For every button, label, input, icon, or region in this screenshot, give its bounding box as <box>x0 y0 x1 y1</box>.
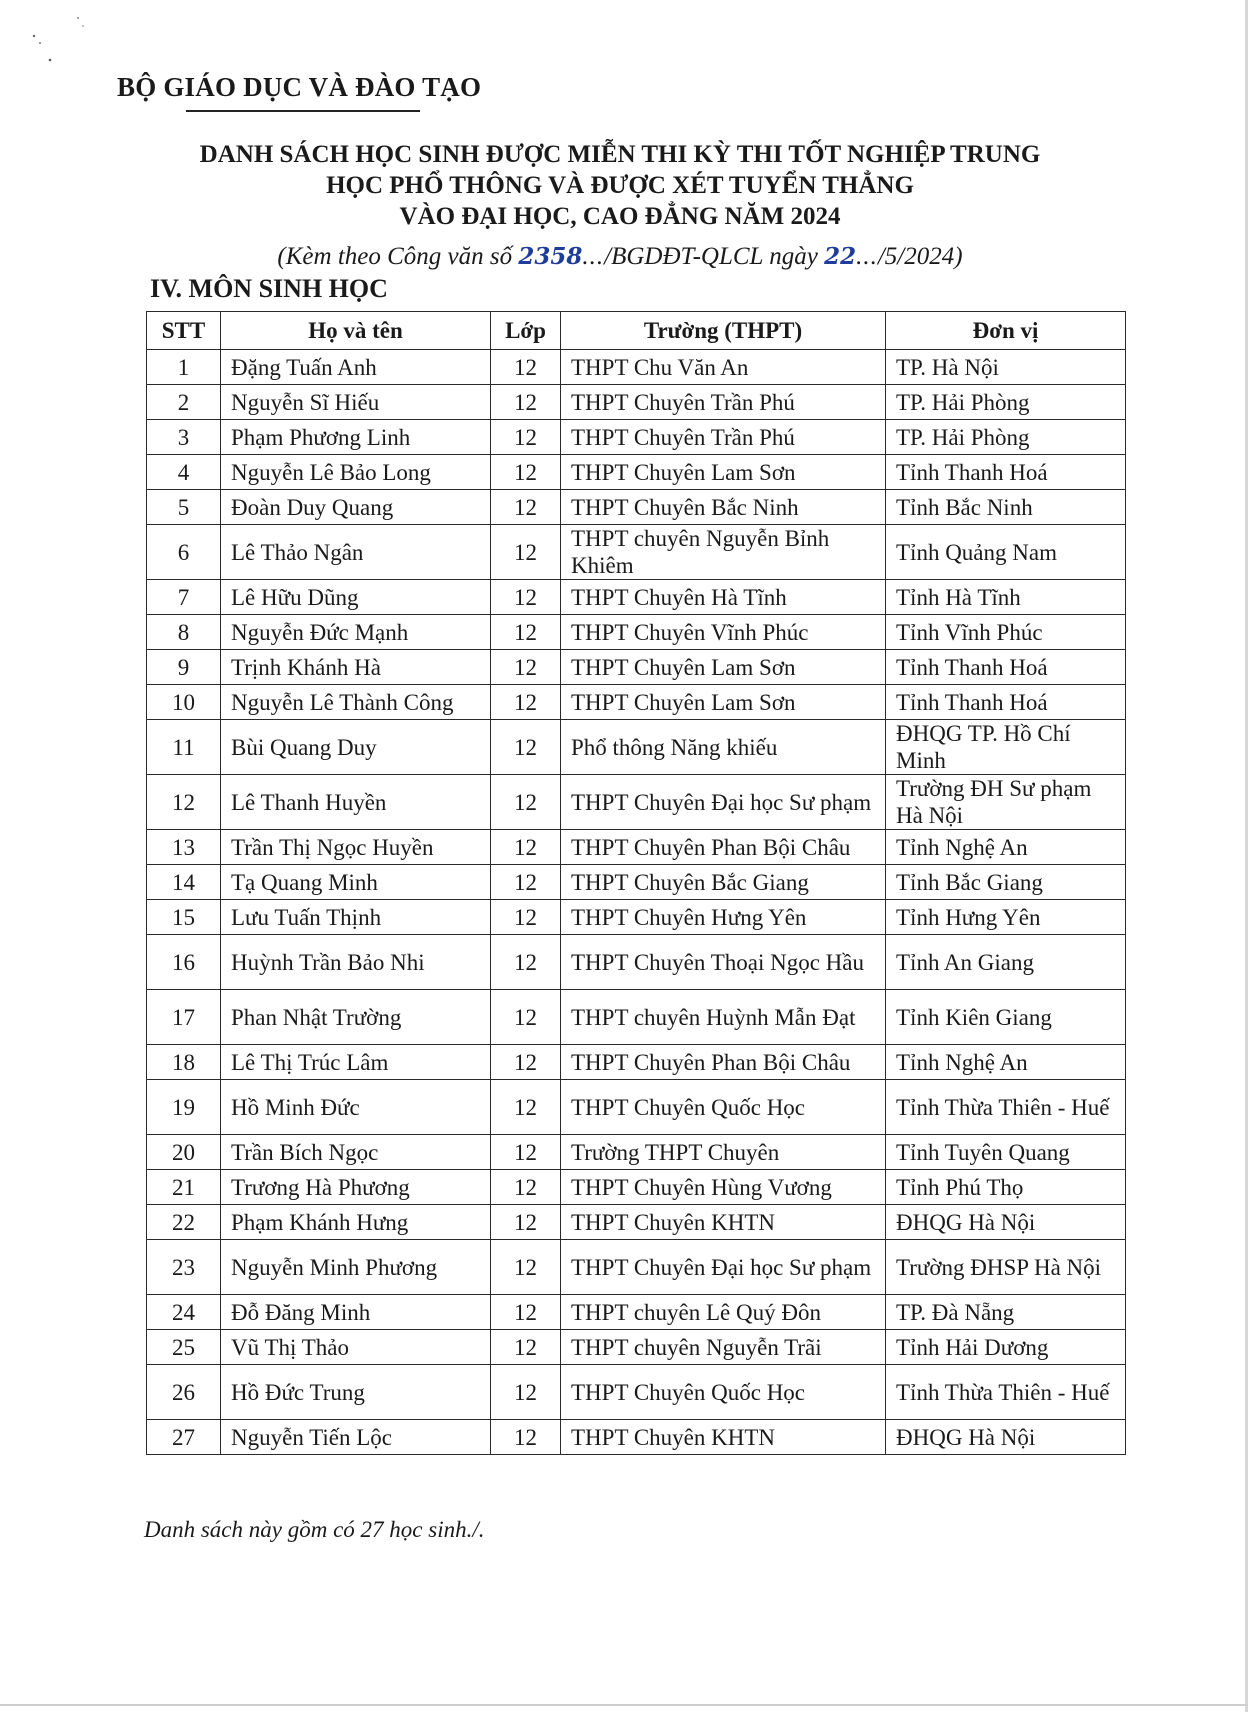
cell-grade: 12 <box>491 720 561 775</box>
cell-school: THPT Chuyên Phan Bội Châu <box>561 830 886 865</box>
cell-name: Nguyễn Đức Mạnh <box>221 615 491 650</box>
cell-unit: TP. Hải Phòng <box>886 420 1126 455</box>
cell-unit: Tỉnh Quảng Nam <box>886 525 1126 580</box>
cell-grade: 12 <box>491 1365 561 1420</box>
cell-school: THPT chuyên Nguyễn Trãi <box>561 1330 886 1365</box>
table-row <box>147 1420 1126 1455</box>
cell-name: Lưu Tuấn Thịnh <box>221 900 491 935</box>
cell-school: THPT chuyên Huỳnh Mẫn Đạt <box>561 990 886 1045</box>
handwritten-doc-day: 22 <box>824 243 857 270</box>
cell-unit: Tỉnh An Giang <box>886 935 1126 990</box>
cell-grade: 12 <box>491 1240 561 1295</box>
table-row <box>147 1365 1126 1420</box>
cell-name: Đoàn Duy Quang <box>221 490 491 525</box>
title-line-1: DANH SÁCH HỌC SINH ĐƯỢC MIỄN THI KỲ THI TỐT NGHIỆP TRUNG <box>199 141 1041 168</box>
cell-unit: Tỉnh Vĩnh Phúc <box>886 615 1126 650</box>
cell-school: THPT Chuyên Đại học Sư phạm <box>561 775 886 830</box>
cell-name: Trần Bích Ngọc <box>221 1135 491 1170</box>
cell-name: Phạm Phương Linh <box>221 420 491 455</box>
cell-grade: 12 <box>491 1330 561 1365</box>
cell-stt: 13 <box>147 830 221 865</box>
cell-grade: 12 <box>491 385 561 420</box>
cell-school: Phổ thông Năng khiếu <box>561 720 886 775</box>
col-header-name: Họ và tên <box>221 312 491 350</box>
table-row <box>147 900 1126 935</box>
cell-school: THPT Chuyên Vĩnh Phúc <box>561 615 886 650</box>
table-row <box>147 615 1126 650</box>
cell-name: Nguyễn Minh Phương <box>221 1240 491 1295</box>
table-row <box>147 525 1126 580</box>
cell-stt: 6 <box>147 525 221 580</box>
section-title: IV. MÔN SINH HỌC <box>150 274 388 303</box>
table-row <box>147 350 1126 385</box>
cell-stt: 23 <box>147 1240 221 1295</box>
title-line-3: VÀO ĐẠI HỌC, CAO ĐẲNG NĂM 2024 <box>399 203 841 230</box>
page-bottom-edge <box>0 1704 1248 1706</box>
cell-unit: Tỉnh Bắc Ninh <box>886 490 1126 525</box>
table-row <box>147 1045 1126 1080</box>
cell-stt: 25 <box>147 1330 221 1365</box>
cell-unit: TP. Hà Nội <box>886 350 1126 385</box>
cell-name: Lê Thảo Ngân <box>221 525 491 580</box>
cell-stt: 10 <box>147 685 221 720</box>
table-row <box>147 455 1126 490</box>
cell-unit: Tỉnh Kiên Giang <box>886 990 1126 1045</box>
table-row <box>147 385 1126 420</box>
cell-stt: 1 <box>147 350 221 385</box>
cell-unit: Tỉnh Hải Dương <box>886 1330 1126 1365</box>
cell-stt: 15 <box>147 900 221 935</box>
cell-stt: 16 <box>147 935 221 990</box>
cell-stt: 21 <box>147 1170 221 1205</box>
cell-stt: 17 <box>147 990 221 1045</box>
cell-grade: 12 <box>491 1170 561 1205</box>
cell-grade: 12 <box>491 900 561 935</box>
cell-unit: ĐHQG Hà Nội <box>886 1205 1126 1240</box>
cell-school: THPT Chuyên KHTN <box>561 1205 886 1240</box>
table-row <box>147 865 1126 900</box>
cell-school: THPT Chuyên Quốc Học <box>561 1365 886 1420</box>
cell-school: THPT Chuyên Lam Sơn <box>561 455 886 490</box>
table-body <box>147 350 1126 1455</box>
cell-name: Trần Thị Ngọc Huyền <box>221 830 491 865</box>
cell-stt: 22 <box>147 1205 221 1240</box>
subtitle-dots-1: ... <box>582 243 605 270</box>
cell-stt: 18 <box>147 1045 221 1080</box>
cell-name: Lê Thanh Huyền <box>221 775 491 830</box>
cell-unit: ĐHQG Hà Nội <box>886 1420 1126 1455</box>
col-header-stt: STT <box>147 312 221 350</box>
cell-grade: 12 <box>491 685 561 720</box>
cell-unit: TP. Đà Nẵng <box>886 1295 1126 1330</box>
cell-stt: 8 <box>147 615 221 650</box>
table-row <box>147 685 1126 720</box>
cell-grade: 12 <box>491 935 561 990</box>
cell-unit: ĐHQG TP. Hồ Chí Minh <box>886 720 1126 775</box>
cell-stt: 7 <box>147 580 221 615</box>
cell-school: Trường THPT Chuyên <box>561 1135 886 1170</box>
cell-school: THPT Chuyên Trần Phú <box>561 385 886 420</box>
cell-unit: Tỉnh Hưng Yên <box>886 900 1126 935</box>
cell-school: THPT Chuyên Trần Phú <box>561 420 886 455</box>
cell-grade: 12 <box>491 615 561 650</box>
cell-school: THPT Chuyên Đại học Sư phạm <box>561 1240 886 1295</box>
table-row <box>147 935 1126 990</box>
cell-school: THPT chuyên Nguyễn Bỉnh Khiêm <box>561 525 886 580</box>
table-row <box>147 1295 1126 1330</box>
cell-grade: 12 <box>491 650 561 685</box>
cell-unit: Tỉnh Thanh Hoá <box>886 650 1126 685</box>
cell-school: THPT chuyên Lê Quý Đôn <box>561 1295 886 1330</box>
cell-unit: Tỉnh Hà Tĩnh <box>886 580 1126 615</box>
cell-name: Phan Nhật Trường <box>221 990 491 1045</box>
cell-grade: 12 <box>491 1135 561 1170</box>
title-line-2: HỌC PHỔ THÔNG VÀ ĐƯỢC XÉT TUYỂN THẲNG <box>326 172 914 199</box>
cell-stt: 26 <box>147 1365 221 1420</box>
cell-name: Vũ Thị Thảo <box>221 1330 491 1365</box>
cell-stt: 2 <box>147 385 221 420</box>
cell-stt: 5 <box>147 490 221 525</box>
ministry-name: BỘ GIÁO DỤC VÀ ĐÀO TẠO <box>117 72 482 102</box>
table-row <box>147 1135 1126 1170</box>
cell-name: Đặng Tuấn Anh <box>221 350 491 385</box>
table-row <box>147 830 1126 865</box>
table-row <box>147 650 1126 685</box>
cell-unit: Tỉnh Phú Thọ <box>886 1170 1126 1205</box>
cell-grade: 12 <box>491 455 561 490</box>
cell-school: THPT Chuyên Lam Sơn <box>561 685 886 720</box>
subtitle-prefix: (Kèm theo Công văn số <box>277 243 513 270</box>
cell-grade: 12 <box>491 490 561 525</box>
student-table <box>146 311 1126 1455</box>
cell-name: Tạ Quang Minh <box>221 865 491 900</box>
cell-school: THPT Chuyên Bắc Ninh <box>561 490 886 525</box>
cell-name: Nguyễn Lê Bảo Long <box>221 455 491 490</box>
cell-grade: 12 <box>491 1295 561 1330</box>
cell-unit: TP. Hải Phòng <box>886 385 1126 420</box>
cell-stt: 24 <box>147 1295 221 1330</box>
cell-school: THPT Chuyên Thoại Ngọc Hầu <box>561 935 886 990</box>
cell-grade: 12 <box>491 525 561 580</box>
table-row <box>147 1240 1126 1295</box>
table-row <box>147 1170 1126 1205</box>
table-row <box>147 990 1126 1045</box>
cell-grade: 12 <box>491 350 561 385</box>
cell-name: Bùi Quang Duy <box>221 720 491 775</box>
cell-grade: 12 <box>491 990 561 1045</box>
cell-unit: Tỉnh Nghệ An <box>886 830 1126 865</box>
cell-name: Huỳnh Trần Bảo Nhi <box>221 935 491 990</box>
cell-school: THPT Chuyên KHTN <box>561 1420 886 1455</box>
cell-unit: Tỉnh Thanh Hoá <box>886 685 1126 720</box>
col-header-unit: Đơn vị <box>886 312 1126 350</box>
cell-grade: 12 <box>491 1420 561 1455</box>
cell-school: THPT Chuyên Quốc Học <box>561 1080 886 1135</box>
cell-stt: 11 <box>147 720 221 775</box>
table-row <box>147 1205 1126 1240</box>
ministry-underline <box>186 110 420 112</box>
cell-stt: 3 <box>147 420 221 455</box>
cell-stt: 20 <box>147 1135 221 1170</box>
cell-name: Trịnh Khánh Hà <box>221 650 491 685</box>
cell-unit: Tỉnh Thanh Hoá <box>886 455 1126 490</box>
cell-school: THPT Chuyên Phan Bội Châu <box>561 1045 886 1080</box>
cell-unit: Trường ĐHSP Hà Nội <box>886 1240 1126 1295</box>
table-row <box>147 420 1126 455</box>
cell-name: Hồ Đức Trung <box>221 1365 491 1420</box>
col-header-grade: Lớp <box>491 312 561 350</box>
cell-school: THPT Chu Văn An <box>561 350 886 385</box>
cell-unit: Tỉnh Thừa Thiên - Huế <box>886 1080 1126 1135</box>
table-row <box>147 1080 1126 1135</box>
table-row <box>147 775 1126 830</box>
cell-name: Nguyễn Tiến Lộc <box>221 1420 491 1455</box>
subtitle-dots-2: ... <box>856 243 878 270</box>
cell-name: Phạm Khánh Hưng <box>221 1205 491 1240</box>
cell-stt: 9 <box>147 650 221 685</box>
cell-grade: 12 <box>491 775 561 830</box>
cell-stt: 14 <box>147 865 221 900</box>
cell-unit: Tỉnh Tuyên Quang <box>886 1135 1126 1170</box>
document-subtitle <box>120 242 1120 272</box>
table-row <box>147 720 1126 775</box>
handwritten-doc-number: 2358 <box>518 243 583 270</box>
cell-name: Lê Thị Trúc Lâm <box>221 1045 491 1080</box>
table-row <box>147 580 1126 615</box>
cell-unit: Tỉnh Thừa Thiên - Huế <box>886 1365 1126 1420</box>
cell-unit: Tỉnh Bắc Giang <box>886 865 1126 900</box>
document-title <box>120 139 1120 232</box>
cell-name: Trương Hà Phương <box>221 1170 491 1205</box>
cell-grade: 12 <box>491 830 561 865</box>
cell-school: THPT Chuyên Lam Sơn <box>561 650 886 685</box>
cell-unit: Tỉnh Nghệ An <box>886 1045 1126 1080</box>
cell-school: THPT Chuyên Hưng Yên <box>561 900 886 935</box>
subtitle-mid: /BGDĐT-QLCL ngày <box>604 243 818 270</box>
cell-name: Đỗ Đăng Minh <box>221 1295 491 1330</box>
table-row <box>147 1330 1126 1365</box>
cell-grade: 12 <box>491 865 561 900</box>
cell-school: THPT Chuyên Bắc Giang <box>561 865 886 900</box>
scan-specks <box>20 10 100 70</box>
col-header-school: Trường (THPT) <box>561 312 886 350</box>
subtitle-suffix: /5/2024) <box>877 243 963 270</box>
cell-school: THPT Chuyên Hùng Vương <box>561 1170 886 1205</box>
cell-grade: 12 <box>491 1205 561 1240</box>
cell-grade: 12 <box>491 1045 561 1080</box>
table-header-row <box>147 312 1126 350</box>
cell-stt: 4 <box>147 455 221 490</box>
cell-grade: 12 <box>491 580 561 615</box>
cell-name: Nguyễn Lê Thành Công <box>221 685 491 720</box>
cell-school: THPT Chuyên Hà Tĩnh <box>561 580 886 615</box>
cell-stt: 27 <box>147 1420 221 1455</box>
cell-name: Hồ Minh Đức <box>221 1080 491 1135</box>
cell-name: Lê Hữu Dũng <box>221 580 491 615</box>
cell-stt: 19 <box>147 1080 221 1135</box>
cell-stt: 12 <box>147 775 221 830</box>
footnote: Danh sách này gồm có 27 học sinh./. <box>144 1517 485 1542</box>
cell-grade: 12 <box>491 420 561 455</box>
cell-unit: Trường ĐH Sư phạm Hà Nội <box>886 775 1126 830</box>
table-row <box>147 490 1126 525</box>
cell-grade: 12 <box>491 1080 561 1135</box>
cell-name: Nguyễn Sĩ Hiếu <box>221 385 491 420</box>
